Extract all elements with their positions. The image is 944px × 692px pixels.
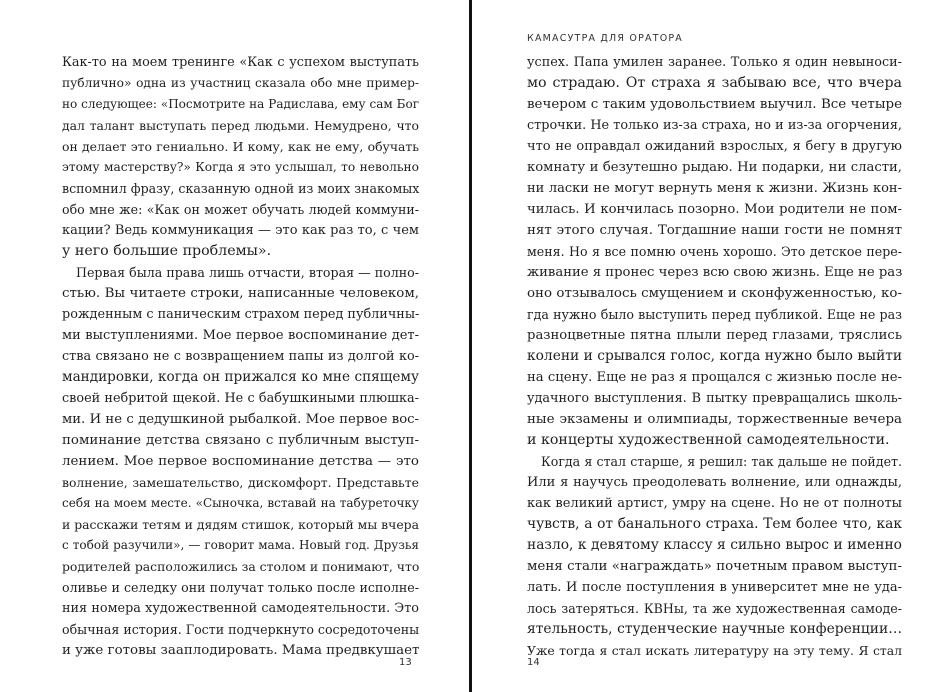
left-page-text: [62, 52, 419, 661]
text-line: дал талант выступать перед людьми. Немудрено, что: [62, 118, 419, 133]
text-line: и уже готовы зааплодировать. Мама предвкушает: [62, 643, 420, 658]
text-line: разноцветные пятна плыли перед глазами, тряслись: [527, 328, 902, 343]
left-page-number: 13: [399, 657, 412, 668]
text-line: рожденным с паническим страхом перед публичны-: [62, 307, 420, 322]
text-line: ми. И не с дедушкиной рыбалкой. Мое первое вос-: [62, 412, 419, 427]
text-line: колени и срывался голос, когда нужно было выйти: [527, 348, 903, 364]
text-line: и расскажи тетям и дядям стишок, который мы вчера: [62, 517, 419, 532]
right-page: [472, 0, 944, 692]
text-line: меня стали «награждать» почетным правом выступ-: [527, 559, 902, 574]
text-line: мандировки, когда он прижался ко мне спящему: [62, 369, 419, 385]
text-line: ятельность, студенческие научные конференции…: [527, 621, 902, 637]
text-line: Или я научусь преодолевать волнение, или однажды,: [527, 475, 902, 490]
text-line: родителей расположились за столом и понимают, что: [62, 559, 420, 574]
text-line: ми выступлениями. Мое первое воспоминание дет-: [62, 328, 419, 343]
text-line: волнение, замешательство, дискомфорт. Представьте: [62, 475, 419, 490]
right-page-number: 14: [527, 657, 540, 668]
text-line: он делает это гениально. И кому, как не ему, обучать: [62, 139, 419, 154]
text-line: строчки. Не только из-за страха, но и из-за огорчения,: [527, 118, 902, 133]
text-line: назло, к девятому классу я сильно вырос и именно: [527, 537, 902, 553]
text-line: Когда я стал старше, я решил: так дальше не пойдет.: [541, 454, 902, 469]
text-line: гда нужно было выступить перед публикой. Еще не раз: [527, 307, 902, 322]
text-line: нят этого случая. Тогдашние наши гости не помнят: [527, 223, 902, 238]
text-line: как великий артист, умру на сцене. Но не от полноты: [527, 496, 902, 511]
text-line: но следующее: «Посмотрите на Радислава, ему сам Бог: [62, 97, 419, 111]
text-line: чувств, а от банального страха. Тем более что, как: [527, 516, 902, 532]
text-line: вечером с таким удовольствием выучил. Все четыре: [527, 97, 902, 112]
text-line: лением. Мое первое воспоминание детства — это: [62, 454, 419, 469]
text-line: обо мне же: «Как он может обучать людей коммуни-: [62, 202, 419, 217]
text-line: ные экзамены и олимпиады, торжественные вечера: [527, 412, 902, 427]
right-page-text: [527, 52, 902, 661]
text-line: стью. Вы читаете строки, написанные человеком,: [62, 286, 419, 301]
running-head: КАМАСУТРА ДЛЯ ОРАТОРА: [527, 33, 684, 44]
text-line: лать. И после поступления в университет мне не уда-: [527, 580, 902, 595]
text-line: лось затеряться. КВНы, та же художественная самоде-: [527, 601, 902, 616]
text-line: Уже тогда я стал искать литературу на эту тему. Я стал: [527, 643, 902, 658]
left-page: [0, 0, 470, 692]
text-line: ни ласки не могут вернуть меня к жизни. Жизнь кон-: [527, 181, 902, 196]
text-line: Как-то на моем тренинге «Как с успехом выступать: [62, 55, 419, 70]
text-line: что не оправдал ожиданий взрослых, я бегу в другую: [527, 139, 902, 154]
text-line: меня. Но я все помню очень хорошо. Это детское пере-: [527, 244, 902, 259]
text-line: у него большие проблемы».: [62, 243, 272, 259]
text-line: успех. Папа умилен заранее. Только я один невыноси-: [527, 55, 902, 70]
text-line: комнату и безутешно рыдаю. Ни подарки, ни сласти,: [527, 160, 902, 175]
text-line: чилась. И кончилась позорно. Мои родители не пом-: [527, 202, 902, 217]
text-line: своей небритой щекой. Не с бабушкиными плюшка-: [62, 391, 419, 406]
text-line: удачного выступления. В пытку превращались школь-: [527, 391, 902, 406]
text-line: с тобой разучили», — говорит мама. Новый год. Друзья: [62, 538, 419, 552]
text-line: публично» одна из участниц сказала обо мне пример-: [62, 76, 419, 90]
text-line: обычная история. Гости подчеркнуто сосредоточены: [62, 622, 420, 637]
text-line: ния номера художественной самодеятельности. Это: [62, 601, 419, 616]
text-line: Первая была права лишь отчасти, вторая — полно-: [76, 265, 419, 280]
text-line: ства связано не с возвращением папы из долгой ко-: [62, 349, 419, 364]
text-line: оно отзывалось смущением и сконфуженностью, ко-: [527, 286, 902, 301]
text-line: этому мастерству?» Когда я это услышал, то невольно: [62, 160, 419, 174]
text-line: на сцену. Еще не раз я прощался с жизнью после не-: [527, 370, 902, 385]
text-line: кации? Ведь коммуникация — это как раз то, с чем: [62, 223, 419, 238]
text-line: и концерты художественной самодеятельности.: [527, 432, 890, 448]
text-line: оливье и селедку они получат только после исполне-: [62, 580, 419, 595]
text-line: поминание детства связано с публичным выступ-: [62, 433, 419, 448]
text-line: вспомнил фразу, сказанную одной из моих знакомых: [62, 181, 420, 196]
text-line: живание я пронес через всю свою жизнь. Еще не раз: [527, 265, 903, 280]
text-line: себя на моем месте. «Сыночка, вставай на табуреточку: [62, 496, 419, 510]
text-line: мо страдаю. От страха я забываю все, что вчера: [527, 75, 902, 91]
